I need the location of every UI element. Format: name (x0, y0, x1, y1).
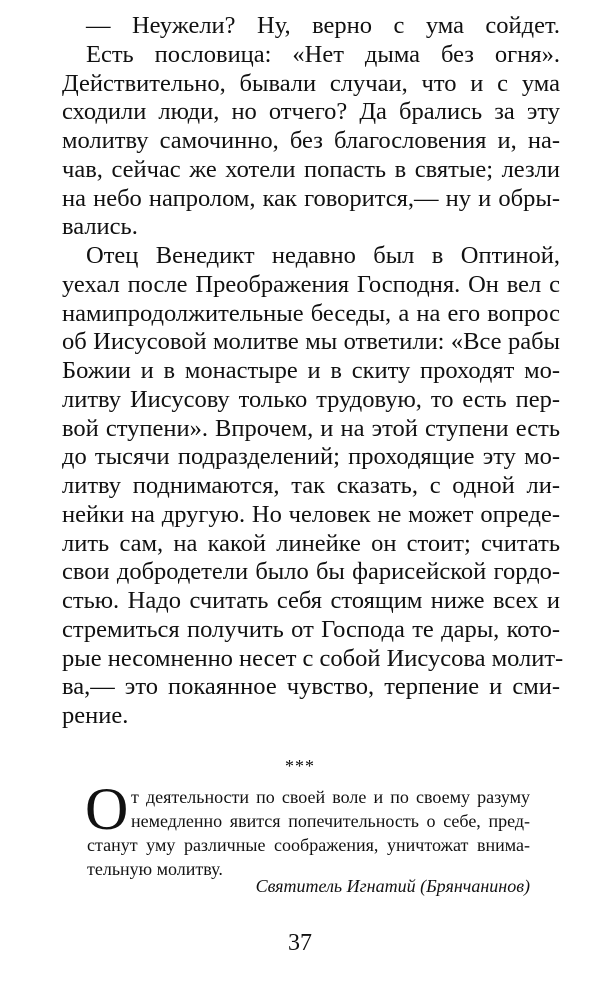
text-line: нейки на другую. Но человек не может опреде- (62, 500, 560, 528)
text-line: сходили люди, но отчего? Да брались за эту (62, 98, 560, 126)
text-line: литву поднимаются, так сказать, с одной ли- (62, 472, 560, 499)
text-line: до тысячи подразделений; проходящие эту мо- (62, 443, 560, 471)
text-line: Действительно, бывали случаи, что и с ума (62, 69, 560, 97)
text-line: стремиться получить от Господа те дары, кото- (62, 615, 560, 643)
text-line: Божии и в монастыре и в скиту проходят мо- (62, 357, 560, 384)
text-line: рые несомненно несет с собой Иисусова молит- (62, 644, 564, 672)
drop-cap: О (85, 776, 129, 842)
text-line: стью. Надо считать себя стоящим ниже всех и (62, 587, 560, 614)
section-separator: *** (285, 756, 315, 776)
text-line: рение. (62, 702, 129, 729)
epigraph-quote (85, 776, 530, 881)
text-line: молитву самочинно, без благословения и, на- (62, 127, 560, 154)
text-line: — Неужели? Ну, верно с ума сойдет. (86, 12, 560, 39)
quote-line: немедленно явится попечительность о себе, пред- (131, 811, 530, 831)
text-line: лить сам, на какой линейке он стоит; считать (62, 529, 560, 557)
page-number: 37 (288, 930, 312, 956)
quote-line: т деятельности по своей воле и по своему разуму (131, 787, 530, 807)
text-line: ва,— это покаянное чувство, терпение и сми- (62, 673, 560, 701)
text-line: уехал после Преображения Господня. Он вел с (62, 270, 560, 298)
quote-line: станут уму различные соображения, уничтожат внима- (87, 835, 530, 855)
text-line: Есть пословица: «Нет дыма без огня». (86, 40, 560, 68)
text-line: на небо напролом, как говорится,— ну и обры- (62, 184, 560, 212)
quote-attribution: Святитель Игнатий (Брянчанинов) (255, 876, 530, 896)
text-line: намипродолжительные беседы, а на его вопрос (62, 299, 560, 327)
main-text (62, 12, 564, 731)
quote-line: тельную молитву. (87, 859, 223, 879)
text-line: вались. (62, 213, 138, 241)
text-line: литву Иисусову только трудовую, то есть пер- (62, 385, 560, 413)
text-line: об Иисусовой молитве мы ответили: «Все рабы (62, 328, 560, 356)
text-line: чав, сейчас же хотели попасть в святые; лезли (62, 155, 560, 183)
text-line: свои добродетели было бы фарисейской гордо- (62, 558, 560, 586)
text-line: вой ступени». Впрочем, и на этой ступени есть (62, 414, 560, 442)
text-line: Отец Венедикт недавно был в Оптиной, (86, 242, 560, 269)
